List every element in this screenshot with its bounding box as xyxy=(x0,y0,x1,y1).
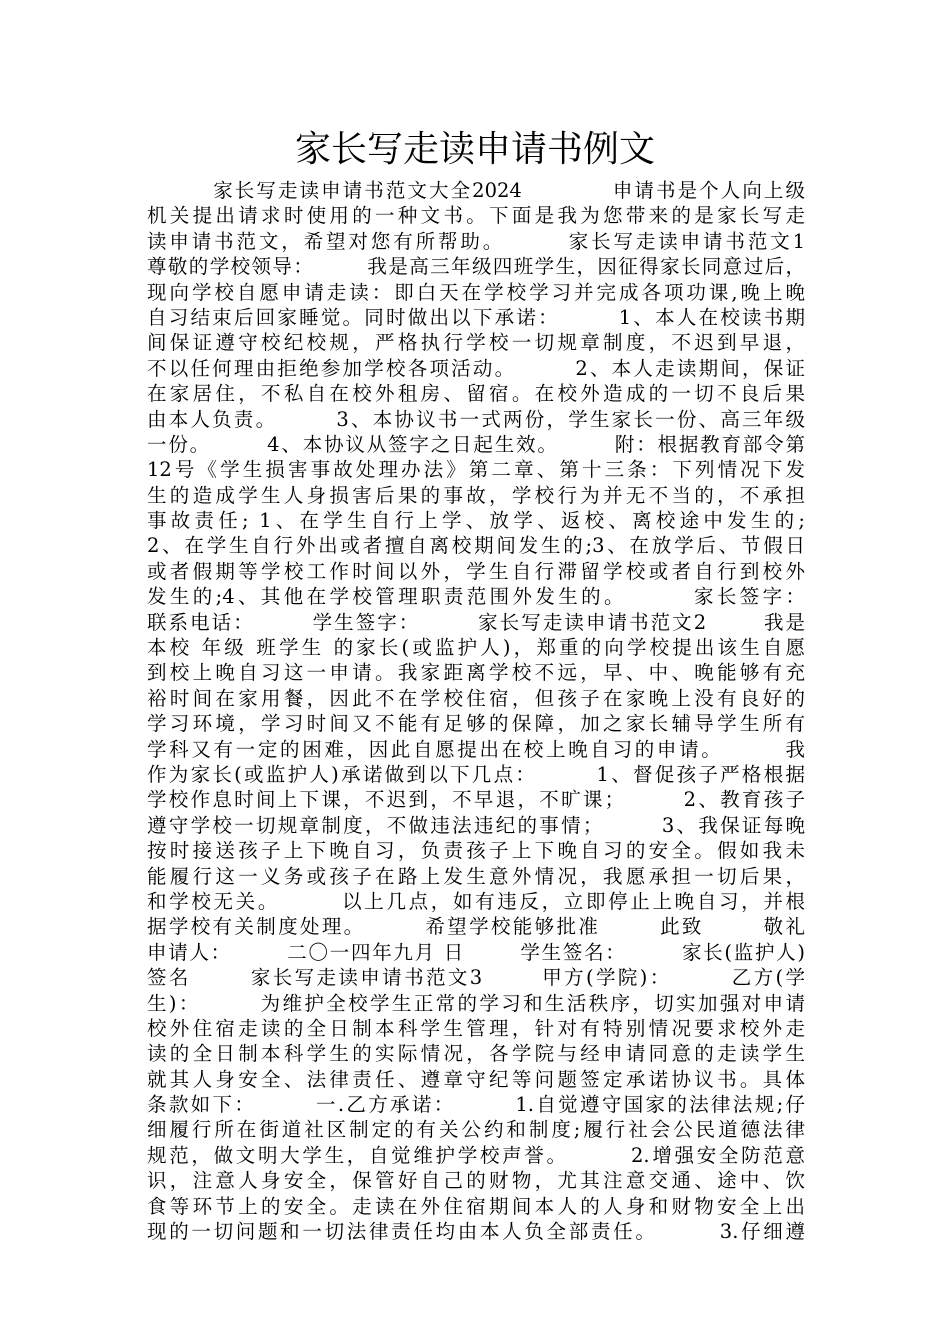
body-line: 12号《学生损害事故处理办法》第二章、第十三条：下列情况下发 xyxy=(147,458,805,482)
body-line: 现的一切问题和一切法律责任均由本人负全部责任。 3.仔细遵 xyxy=(147,1220,805,1244)
body-line: 2、在学生自行外出或者擅自离校期间发生的;3、在放学后、节假日 xyxy=(147,534,805,558)
body-line: 遵守学校一切规章制度，不做违法违纪的事情； 3、我保证每晚 xyxy=(147,813,805,837)
body-line: 在家居住，不私自在校外租房、留宿。在校外造成的一切不良后果 xyxy=(147,382,805,406)
body-line: 和学校无关。 以上几点，如有违反，立即停止上晚自习，并根 xyxy=(147,889,805,913)
body-line: 一份。 4、本协议从签字之日起生效。 附：根据教育部令第 xyxy=(147,432,805,456)
document-title: 家长写走读申请书例文 xyxy=(294,129,655,170)
body-line: 到校上晚自习这一申请。我家距离学校不远，早、中、晚能够有充 xyxy=(147,661,805,685)
body-line: 规范，做文明大学生，自觉维护学校声誉。 2.增强安全防范意 xyxy=(147,1143,805,1167)
document-body xyxy=(147,178,805,1244)
body-line: 学科又有一定的困难，因此自愿提出在校上晚自习的申请。 我 xyxy=(147,737,805,761)
body-line: 生)： 为维护全校学生正常的学习和生活秩序，切实加强对申请 xyxy=(147,991,805,1015)
body-line: 事故责任; 1、在学生自行上学、放学、返校、离校途中发生的; xyxy=(147,509,805,533)
body-line: 生的造成学生人身损害后果的事故，学校行为并无不当的，不承担 xyxy=(147,483,805,507)
body-line: 校外住宿走读的全日制本科学生管理，针对有特别情况要求校外走 xyxy=(147,1016,805,1040)
body-line: 能履行这一义务或孩子在路上发生意外情况，我愿承担一切后果， xyxy=(147,864,805,888)
body-line: 尊敬的学校领导： 我是高三年级四班学生，因征得家长同意过后， xyxy=(147,255,805,279)
body-line: 细履行所在街道社区制定的有关公约和制度;履行社会公民道德法律 xyxy=(147,1118,805,1142)
body-line: 据学校有关制度处理。 希望学校能够批准 此致 敬礼 xyxy=(147,915,805,939)
body-line: 按时接送孩子上下晚自习，负责孩子上下晚自习的安全。假如我未 xyxy=(147,839,805,863)
body-line: 由本人负责。 3、本协议书一式两份，学生家长一份、高三年级 xyxy=(147,407,805,431)
body-line: 裕时间在家用餐，因此不在学校住宿，但孩子在家晚上没有良好的 xyxy=(147,686,805,710)
body-line: 发生的;4、其他在学校管理职责范围外发生的。 家长签字： xyxy=(147,585,805,609)
body-line: 读申请书范文，希望对您有所帮助。 家长写走读申请书范文1 xyxy=(147,229,805,253)
body-line: 间保证遵守校纪校规，严格执行学校一切规章制度，不迟到早退， xyxy=(147,331,805,355)
body-line: 学习环境，学习时间又不能有足够的保障，加之家长辅导学生所有 xyxy=(147,712,805,736)
body-line: 识，注意人身安全，保管好自己的财物，尤其注意交通、途中、饮 xyxy=(147,1169,805,1193)
body-line: 现向学校自愿申请走读：即白天在学校学习并完成各项功课,晚上晚 xyxy=(147,280,805,304)
body-line: 家长写走读申请书范文大全2024 申请书是个人向上级 xyxy=(147,179,805,202)
body-line: 本校 年级 班学生 的家长(或监护人)，郑重的向学校提出该生自愿 xyxy=(147,636,805,660)
body-line: 作为家长(或监护人)承诺做到以下几点： 1、督促孩子严格根据 xyxy=(147,762,805,786)
body-line: 读的全日制本科学生的实际情况，各学院与经申请同意的走读学生 xyxy=(147,1042,805,1066)
body-line: 学校作息时间上下课，不迟到，不早退，不旷课； 2、教育孩子 xyxy=(147,788,805,812)
body-line: 联系电话： 学生签字： 家长写走读申请书范文2 我是 xyxy=(147,610,805,634)
body-line: 签名 家长写走读申请书范文3 甲方(学院)： 乙方(学 xyxy=(147,966,805,990)
body-line: 申请人： 二〇一四年九月 日 学生签名： 家长(监护人) xyxy=(147,940,805,964)
body-line: 就其人身安全、法律责任、遵章守纪等问题签定承诺协议书。具体 xyxy=(147,1067,805,1091)
body-line: 食等环节上的安全。走读在外住宿期间本人的人身和财物安全上出 xyxy=(147,1194,805,1218)
body-line: 不以任何理由拒绝参加学校各项活动。 2、本人走读期间，保证 xyxy=(147,356,805,380)
body-line: 条款如下： 一.乙方承诺： 1.自觉遵守国家的法律法规;仔 xyxy=(147,1093,805,1117)
body-line: 或者假期等学校工作时间以外，学生自行滞留学校或者自行到校外 xyxy=(147,559,805,583)
body-line: 机关提出请求时使用的一种文书。下面是我为您带来的是家长写走 xyxy=(147,204,805,228)
body-line: 自习结束后回家睡觉。同时做出以下承诺： 1、本人在校读书期 xyxy=(147,305,805,329)
